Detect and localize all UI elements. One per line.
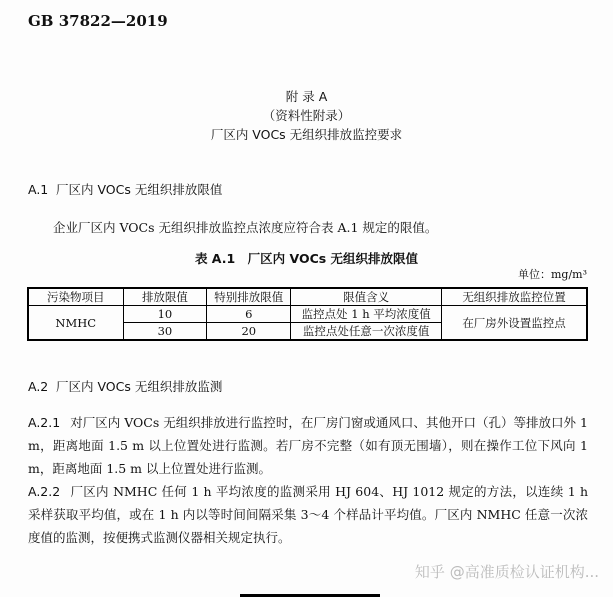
header-cell: 污染物项目 — [28, 288, 123, 306]
meaning-cell: 监控点处 1 h 平均浓度值 — [291, 306, 442, 323]
clause-a21 — [28, 411, 588, 480]
header-cell: 无组织排放监控位置 — [442, 288, 587, 306]
watermark: 知乎 @高准质检认证机构... — [414, 563, 599, 581]
clause-text: 对厂区内 VOCs 无组织排放进行监控时，在厂房门窗或通风口、其他开口（孔）等排放口外 1 m，距离地面 1.5 m 以上位置处进行监测。若厂房不完整（如有顶无围墙），则在操作工位下风向 1 m，距离地面 1.5 m 以上位置处进行监测。 — [28, 415, 588, 476]
section-title: 厂区内 VOCs 无组织排放监测 — [56, 379, 223, 394]
meaning-cell: 监控点处任意一次浓度值 — [291, 323, 442, 341]
limit-cell: 30 — [123, 323, 207, 341]
special-limit-cell: 20 — [207, 323, 291, 341]
clause-number: A.2.2 — [28, 484, 61, 499]
table-header-row — [28, 288, 587, 306]
header-cell: 特别排放限值 — [207, 288, 291, 306]
section-a1-paragraph: 企业厂区内 VOCs 无组织排放监控点浓度应符合表 A.1 规定的限值。 — [53, 220, 438, 235]
table-unit: 单位：mg/m³ — [517, 268, 587, 281]
clause-number: A.2.1 — [28, 415, 61, 430]
location-cell: 在厂房外设置监控点 — [442, 306, 587, 341]
appendix-title: 厂区内 VOCs 无组织排放监控要求 — [210, 127, 403, 142]
special-limit-cell: 6 — [207, 306, 291, 323]
limits-table — [27, 287, 588, 341]
header-cell: 限值含义 — [291, 288, 442, 306]
limit-cell: 10 — [123, 306, 207, 323]
header-cell: 排放限值 — [123, 288, 207, 306]
section-number: A.1 — [28, 182, 49, 197]
section-a1-heading — [28, 180, 222, 198]
clause-text: 厂区内 NMHC 任何 1 h 平均浓度的监测采用 HJ 604、HJ 1012 规定的方法，以连续 1 h 采样获取平均值，或在 1 h 内以等时间间隔采集 3～4 个样品计平均值。厂区内 NMHC 任意一次浓度值的监测，按便携式监测仪器相关规定执行。 — [28, 484, 588, 545]
section-number: A.2 — [28, 379, 49, 394]
clause-a22 — [28, 480, 588, 549]
section-title: 厂区内 VOCs 无组织排放限值 — [56, 182, 223, 197]
standard-number: GB 37822—2019 — [28, 12, 168, 30]
section-a2-heading — [28, 377, 222, 395]
appendix-type: （资料性附录） — [262, 108, 351, 123]
pollutant-cell: NMHC — [28, 306, 123, 341]
appendix-label: 附 录 A — [285, 89, 328, 104]
table-caption: 表 A.1 厂区内 VOCs 无组织排放限值 — [194, 251, 419, 266]
table-row — [28, 306, 587, 323]
